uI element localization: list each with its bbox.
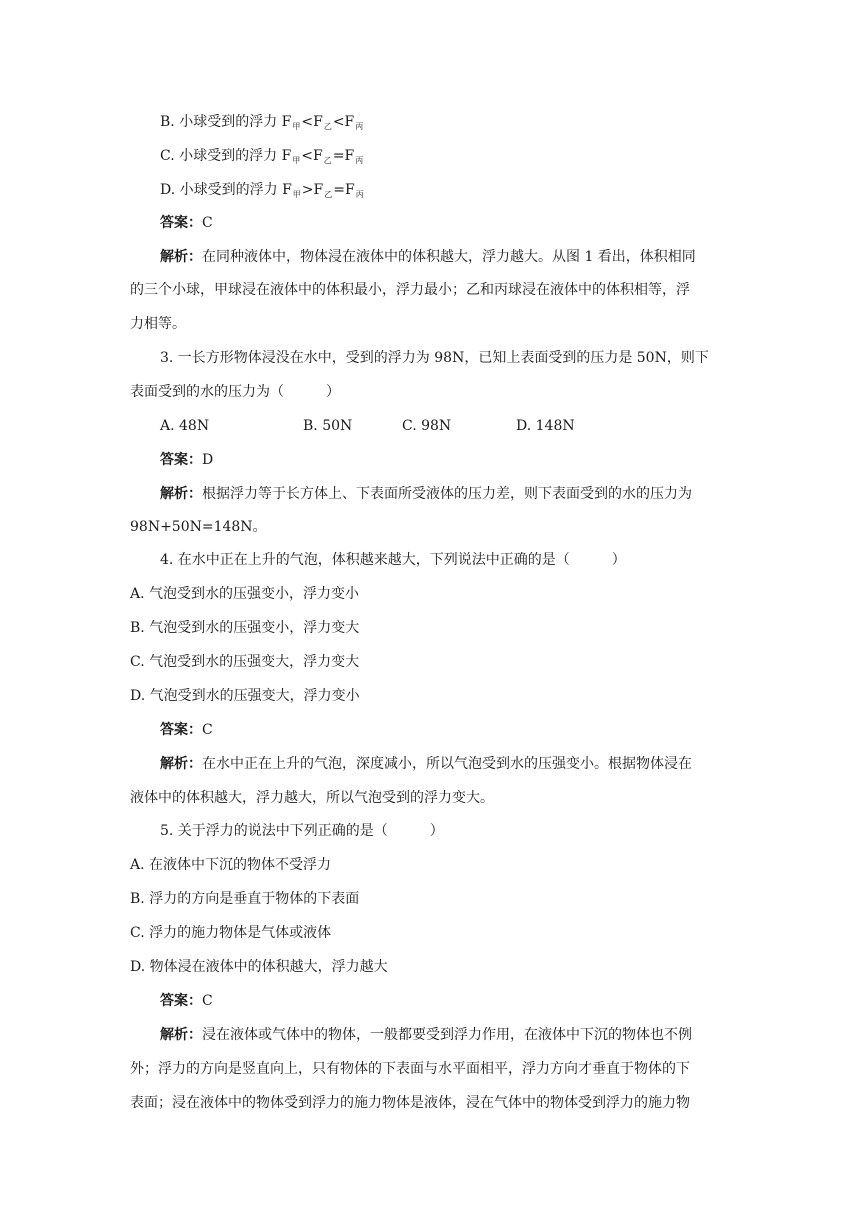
q3-analysis-line2: 98N+50N=148N。 — [130, 519, 267, 535]
q4-option-d: D. 气泡受到水的压强变大，浮力变小 — [130, 688, 360, 704]
q5-option-c: C. 浮力的施力物体是气体或液体 — [130, 925, 332, 941]
q2-analysis-line2: 的三个小球，甲球浸在液体中的体积最小，浮力最小；乙和丙球浸在液体中的体积相等，浮 — [130, 282, 690, 298]
q5-analysis-line1: 解析：浸在液体或气体中的物体，一般都要受到浮力作用，在液体中下沉的物体也不例 — [160, 1027, 692, 1043]
q3-option-b: B. 50N — [303, 418, 353, 434]
q5-option-b: B. 浮力的方向是垂直于物体的下表面 — [130, 891, 360, 907]
q4-option-b: B. 气泡受到水的压强变小，浮力变大 — [130, 620, 360, 636]
q3-option-a: A. 48N — [160, 418, 210, 434]
q5-option-d: D. 物体浸在液体中的体积越大，浮力越大 — [130, 959, 388, 975]
q5-answer: 答案：C — [160, 993, 213, 1009]
q4-analysis-line1: 解析：在水中正在上升的气泡，深度减小，所以气泡受到水的压强变小。根据物体浸在 — [160, 756, 692, 772]
q3-analysis-line1: 解析：根据浮力等于长方体上、下表面所受液体的压力差，则下表面受到的水的压力为 — [160, 486, 692, 502]
q5-stem: 5. 关于浮力的说法中下列正确的是（ ） — [160, 823, 444, 839]
q4-option-c: C. 气泡受到水的压强变大，浮力变大 — [130, 654, 360, 670]
q4-answer: 答案：C — [160, 722, 213, 738]
q3-answer: 答案：D — [160, 452, 214, 468]
q3-stem-line2: 表面受到的水的压力为（ ） — [130, 384, 340, 400]
q5-option-a: A. 在液体中下沉的物体不受浮力 — [130, 857, 332, 873]
q2-answer: 答案：C — [160, 215, 213, 231]
q2-option-c: C. 小球受到的浮力 $F_甲<F_乙=F_丙$ — [160, 148, 364, 165]
q4-analysis-line2: 液体中的体积越大，浮力越大，所以气泡受到的浮力变大。 — [130, 790, 494, 806]
q3-stem-line1: 3. 一长方形物体浸没在水中，受到的浮力为 98N，已知上表面受到的压力是 50N，则下 — [160, 350, 709, 366]
q4-option-a: A. 气泡受到水的压强变小，浮力变小 — [130, 586, 360, 602]
q5-analysis-line2: 外；浮力的方向是竖直向上，只有物体的下表面与水平面相平，浮力方向才垂直于物体的下 — [130, 1061, 690, 1077]
q3-option-d: D. 148N — [516, 418, 575, 434]
q2-analysis-line1: 解析：在同种液体中，物体浸在液体中的体积越大，浮力越大。从图 1 看出，体积相同 — [160, 249, 696, 265]
q2-analysis-line3: 力相等。 — [130, 316, 186, 332]
q5-analysis-line3: 表面；浸在液体中的物体受到浮力的施力物体是液体，浸在气体中的物体受到浮力的施力物 — [130, 1095, 690, 1111]
q2-option-d: D. 小球受到的浮力 $F_甲>F_乙=F_丙$ — [160, 182, 364, 199]
q4-stem: 4. 在水中正在上升的气泡，体积越来越大，下列说法中正确的是（ ） — [160, 552, 626, 568]
q3-option-c: C. 98N — [402, 418, 452, 434]
q2-option-b: B. 小球受到的浮力 $F_甲<F_乙<F_丙$ — [160, 114, 364, 131]
